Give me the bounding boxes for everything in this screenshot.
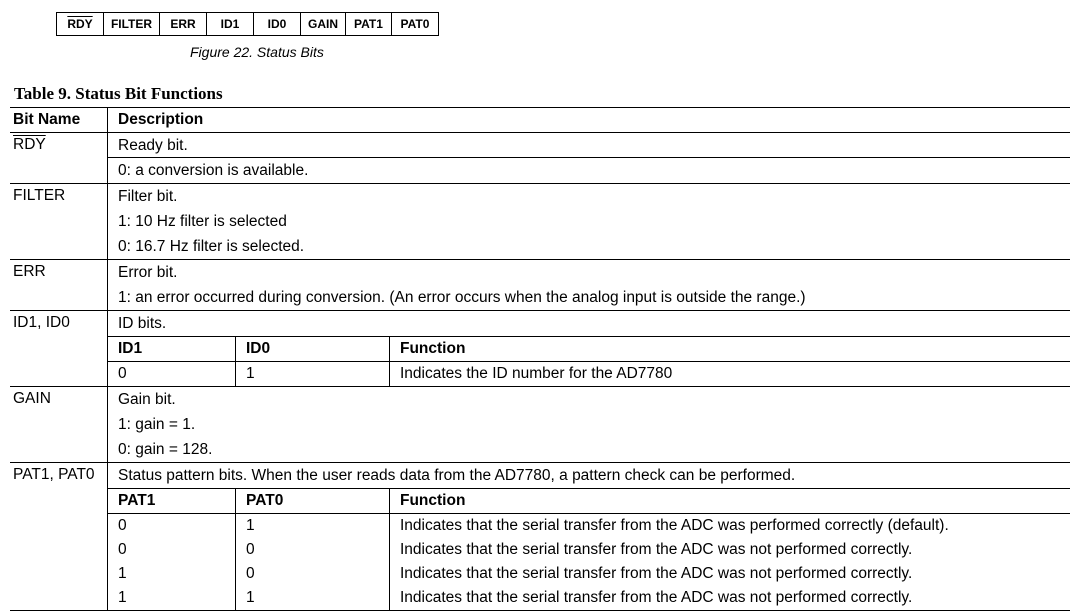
subtable-row (108, 538, 1070, 562)
register-bit-gain: GAIN (301, 13, 346, 35)
subtable-cell: 0 (108, 362, 236, 387)
subtable-cell: 0 (236, 538, 390, 562)
description-cell (108, 311, 1071, 387)
table-title: Table 9. Status Bit Functions (14, 84, 223, 103)
description-line: 1: an error occurred during conversion. (An error occurs when the analog input is outside the range.) (118, 289, 806, 306)
subtable-header-cell: PAT0 (236, 489, 390, 514)
pat-subtable (108, 488, 1070, 610)
subtable-header-cell: ID0 (236, 337, 390, 362)
subtable-header-row (108, 489, 1070, 514)
description-line: ID bits. (118, 315, 167, 332)
status-bit-functions-table (10, 107, 1070, 611)
subtable-cell: 0 (236, 562, 390, 586)
header-bit-name: Bit Name (10, 108, 108, 133)
table-row-gain (10, 387, 1070, 463)
subtable-row (108, 514, 1070, 539)
description-line: 1: gain = 1. (118, 416, 196, 433)
description-cell (108, 133, 1071, 184)
description-line: Ready bit. (108, 133, 1070, 158)
register-bit-rdy: $\overline{RDY}$ (57, 13, 104, 35)
subtable-header-cell: Function (390, 489, 1071, 514)
description-cell (108, 387, 1071, 463)
description-line: Status pattern bits. When the user reads data from the AD7780, a pattern check can be performed. (118, 467, 796, 484)
bit-name-cell: ID1, ID0 (10, 311, 108, 387)
header-description: Description (108, 108, 1071, 133)
description-line: 1: 10 Hz filter is selected (118, 213, 287, 230)
description-line: Error bit. (118, 264, 178, 281)
subtable-cell: 1 (108, 586, 236, 610)
bit-name-cell: ERR (10, 260, 108, 311)
table-row-filter (10, 184, 1070, 260)
subtable-cell: Indicates that the serial transfer from the ADC was performed correctly (default). (400, 517, 949, 534)
subtable-header-cell: Function (390, 337, 1071, 362)
bit-name-cell: GAIN (10, 387, 108, 463)
register-bit-err: ERR (160, 13, 207, 35)
register-bit-pat1: PAT1 (346, 13, 392, 35)
description-line: 0: 16.7 Hz filter is selected. (118, 238, 305, 255)
subtable-cell: 0 (108, 538, 236, 562)
figure-caption: Figure 22. Status Bits (190, 44, 324, 60)
description-line: Gain bit. (118, 391, 176, 408)
table-row-rdy (10, 133, 1070, 184)
bit-name-cell: FILTER (10, 184, 108, 260)
description-cell (108, 184, 1071, 260)
table-row-err (10, 260, 1070, 311)
register-bit-pat0: PAT0 (400, 17, 430, 31)
subtable-row (108, 562, 1070, 586)
subtable-header-cell: PAT1 (108, 489, 236, 514)
subtable-cell: 1 (108, 562, 236, 586)
description-cell (108, 463, 1071, 611)
description-line: 0: gain = 128. (118, 441, 213, 458)
table-header-row (10, 108, 1070, 133)
subtable-row (108, 586, 1070, 610)
description-cell (108, 260, 1071, 311)
id-subtable (108, 336, 1070, 386)
subtable-cell: Indicates the ID number for the AD7780 (400, 365, 673, 382)
register-bit-id0: ID0 (254, 13, 301, 35)
description-line: 0: a conversion is available. (118, 162, 309, 179)
subtable-cell: Indicates that the serial transfer from the ADC was not performed correctly. (400, 565, 913, 582)
table-row-pat (10, 463, 1070, 611)
subtable-cell: Indicates that the serial transfer from the ADC was not performed correctly. (400, 589, 913, 606)
description-line: Filter bit. (118, 188, 178, 205)
subtable-cell: 0 (108, 514, 236, 539)
table-row-id (10, 311, 1070, 387)
subtable-header-cell: ID1 (108, 337, 236, 362)
bit-name-cell: PAT1, PAT0 (10, 463, 108, 611)
subtable-cell: 1 (236, 514, 390, 539)
bit-name-cell: $\overline{RDY}$ (10, 133, 108, 184)
subtable-cell: 1 (236, 362, 390, 387)
subtable-row (108, 362, 1070, 387)
subtable-cell: Indicates that the serial transfer from the ADC was not performed correctly. (400, 541, 913, 558)
register-bit-filter: FILTER (104, 13, 160, 35)
status-bits-register (56, 12, 439, 36)
subtable-header-row (108, 337, 1070, 362)
register-bit-id1: ID1 (207, 13, 254, 35)
subtable-cell: 1 (236, 586, 390, 610)
